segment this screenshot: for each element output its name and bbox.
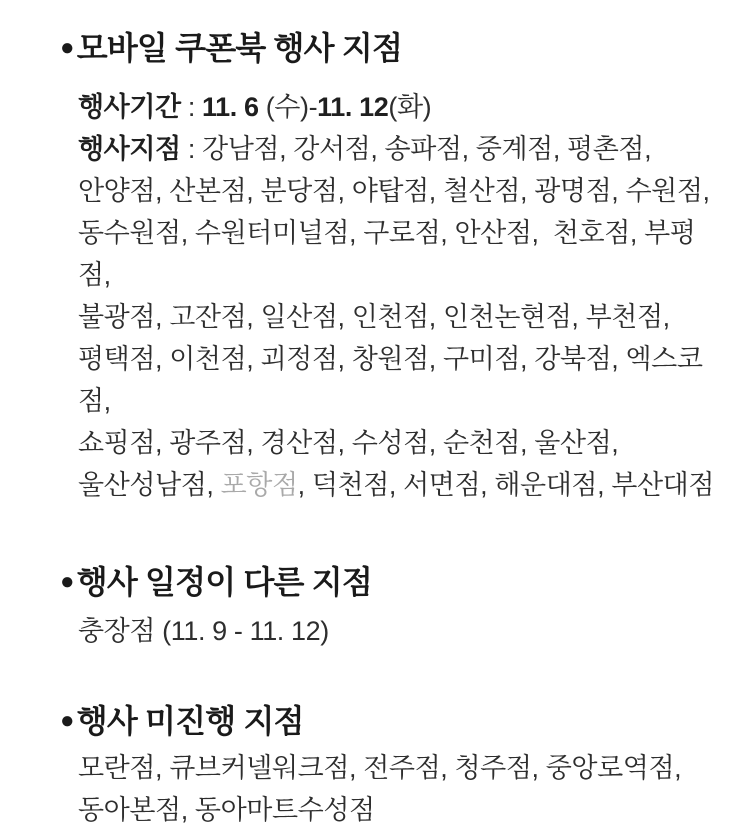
bullet-icon: ●	[60, 707, 74, 734]
event-period-end-day: (화)	[388, 92, 432, 122]
different-schedule-details	[78, 610, 716, 652]
section-title-not-held-text: 행사 미진행 지점	[76, 703, 304, 739]
section-title-different-schedule	[60, 562, 716, 602]
event-details	[78, 86, 716, 506]
not-held-line: 동아본점, 동아마트수성점	[78, 795, 375, 825]
venues-line: 쇼핑점, 광주점, 경산점, 수성점, 순천점, 울산점,	[78, 428, 619, 458]
event-period-line	[78, 86, 716, 128]
venues-line	[78, 128, 716, 170]
venues-line: 동수원점, 수원터미널점, 구로점, 안산점, 천호점, 부평점,	[78, 218, 696, 290]
bullet-icon: ●	[60, 568, 74, 595]
venues-last-suffix: , 덕천점, 서면점, 해운대점, 부산대점	[297, 470, 715, 500]
event-period-label: 행사기간	[78, 92, 181, 122]
event-period-end-date: 11. 12	[317, 92, 389, 122]
venues-label: 행사지점	[78, 134, 181, 164]
section-different-schedule	[60, 562, 716, 652]
section-event-not-held	[60, 701, 716, 831]
venues-separator: :	[180, 134, 203, 164]
section-title-event-text: 모바일 쿠폰북 행사 지점	[76, 30, 403, 66]
venues-line: 평택점, 이천점, 괴정점, 창원점, 구미점, 강북점, 엑스코점,	[78, 344, 703, 416]
event-period-dash: -	[308, 92, 318, 122]
not-held-line: 모란점, 큐브커넬워크점, 전주점, 청주점, 중앙로역점,	[78, 753, 682, 783]
event-period-separator: :	[180, 92, 203, 122]
venues-last-prefix: 울산성남점,	[78, 470, 221, 500]
bullet-icon: ●	[60, 34, 74, 61]
different-schedule-line: 충장점 (11. 9 - 11. 12)	[78, 616, 329, 646]
event-period-start-day: (수)	[258, 92, 309, 122]
event-period-start-date: 11. 6	[202, 92, 259, 122]
not-held-details	[78, 747, 716, 831]
venues-line: 불광점, 고잔점, 일산점, 인천점, 인천논현점, 부천점,	[78, 302, 670, 332]
venues-line-last	[78, 464, 716, 506]
venues-line: 안양점, 산본점, 분당점, 야탑점, 철산점, 광명점, 수원점,	[78, 176, 710, 206]
section-title-event	[60, 28, 716, 68]
venues-line-text: 강남점, 강서점, 송파점, 중계점, 평촌점,	[202, 134, 652, 164]
section-title-not-held	[60, 701, 716, 741]
section-event-venues	[60, 28, 716, 506]
venue-pohang-muted: 포항점	[220, 470, 298, 500]
section-title-different-schedule-text: 행사 일정이 다른 지점	[76, 564, 372, 600]
